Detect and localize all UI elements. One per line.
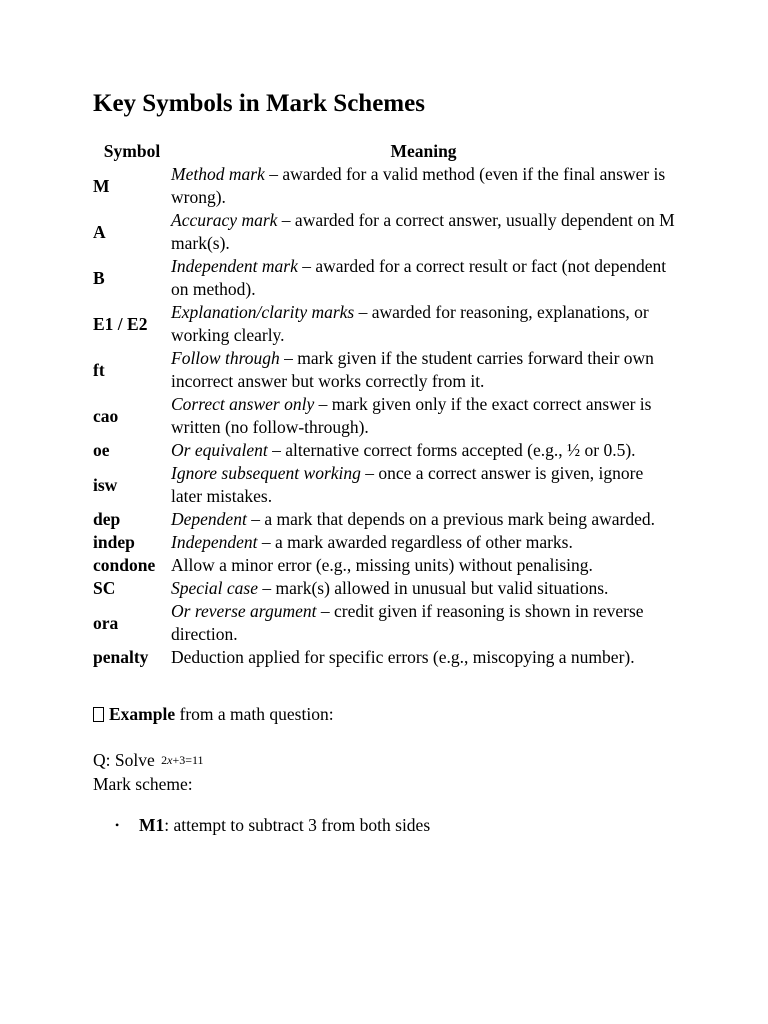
meaning-term: Or equivalent (171, 440, 268, 460)
bullet-icon: • (115, 818, 120, 832)
symbols-table (93, 138, 676, 669)
symbol-cell: penalty (93, 647, 149, 667)
meaning-desc: – a mark awarded regardless of other marks. (257, 532, 573, 552)
meaning-desc: – alternative correct forms accepted (e.g., ½ or 0.5). (267, 440, 636, 460)
table-row (93, 554, 676, 577)
equation (161, 753, 203, 767)
meaning-desc: Deduction applied for specific errors (e.g., miscopying a number). (171, 647, 635, 667)
table-row (93, 393, 676, 439)
meaning-term: Or reverse argument (171, 601, 317, 621)
symbol-cell: ora (93, 612, 119, 633)
symbol-cell: indep (93, 532, 135, 552)
meaning-term: Accuracy mark (171, 210, 278, 230)
table-row (93, 347, 676, 393)
symbol-cell: dep (93, 509, 121, 529)
meaning-cell (171, 531, 676, 554)
equation-coef: 2 (161, 753, 168, 767)
symbol-cell: cao (93, 405, 119, 426)
meaning-desc: – once a correct answer is given, ignore later mistakes. (171, 463, 644, 506)
meaning-cell (171, 646, 676, 669)
meaning-term: Method mark (171, 164, 265, 184)
page-title: Key Symbols in Mark Schemes (93, 90, 425, 117)
table-row (93, 646, 676, 669)
equation-var: x (167, 753, 173, 767)
example-label: Example (109, 704, 176, 724)
symbol-cell: isw (93, 474, 118, 495)
symbol-cell: SC (93, 578, 116, 598)
scheme-item-text: : attempt to subtract 3 from both sides (164, 815, 431, 835)
table-row (93, 508, 676, 531)
meaning-term: Ignore subsequent working (171, 463, 361, 483)
equation-rest: +3=11 (172, 753, 204, 767)
meaning-desc: – a mark that depends on a previous mark being awarded. (246, 509, 656, 529)
table-row (93, 462, 676, 508)
mark-scheme-label: Mark scheme: (93, 774, 193, 794)
table-row (93, 531, 676, 554)
meaning-desc: – mark given if the student carries forward their own incorrect answer but works correctly from it. (171, 348, 654, 391)
meaning-cell (171, 554, 676, 577)
table-header-row (93, 138, 676, 163)
symbol-cell: M (93, 175, 110, 196)
table-row (93, 301, 676, 347)
meaning-term: Explanation/clarity marks (171, 302, 355, 322)
symbol-cell: oe (93, 440, 110, 460)
meaning-desc: Allow a minor error (e.g., missing units) without penalising. (171, 555, 593, 575)
meaning-term: Follow through (171, 348, 280, 368)
symbol-cell: A (93, 221, 106, 242)
document-page (93, 88, 683, 837)
meaning-desc: – credit given if reasoning is shown in reverse direction. (171, 601, 644, 644)
meaning-cell (171, 301, 676, 347)
meaning-cell (171, 439, 676, 462)
table-row (93, 163, 676, 209)
table-row (93, 209, 676, 255)
checkbox-icon (93, 707, 104, 722)
question-line (93, 748, 683, 772)
table-row (93, 255, 676, 301)
meaning-desc: – awarded for a valid method (even if the final answer is wrong). (171, 164, 666, 207)
symbol-cell: condone (93, 555, 156, 575)
list-item (115, 814, 683, 837)
header-symbol: Symbol (103, 141, 161, 161)
symbol-cell: ft (93, 359, 105, 380)
meaning-term: Correct answer only (171, 394, 315, 414)
meaning-desc: – mark given only if the exact correct answer is written (no follow-through). (171, 394, 652, 437)
scheme-item-label: M1 (139, 815, 165, 835)
table-row (93, 577, 676, 600)
meaning-cell (171, 508, 676, 531)
symbol-cell: B (93, 267, 105, 288)
table-row (93, 600, 676, 646)
example-rest: from a math question: (175, 704, 334, 724)
question-prefix: Q: Solve (93, 750, 160, 770)
meaning-desc: – awarded for a correct answer, usually dependent on M mark(s). (171, 210, 675, 253)
meaning-cell (171, 577, 676, 600)
question-block (93, 748, 683, 796)
meaning-cell (171, 600, 676, 646)
meaning-cell (171, 255, 676, 301)
header-meaning: Meaning (390, 141, 457, 161)
meaning-term: Dependent (171, 509, 247, 529)
meaning-term: Independent mark (171, 256, 298, 276)
meaning-cell (171, 347, 676, 393)
table-body (93, 163, 676, 669)
meaning-desc: – awarded for reasoning, explanations, or working clearly. (171, 302, 649, 345)
meaning-term: Special case (171, 578, 258, 598)
meaning-cell (171, 393, 676, 439)
symbol-cell: E1 / E2 (93, 313, 148, 334)
meaning-cell (171, 209, 676, 255)
meaning-cell (171, 163, 676, 209)
meaning-term: Independent (171, 532, 258, 552)
example-heading (93, 703, 683, 726)
table-row (93, 439, 676, 462)
mark-scheme-list (93, 814, 683, 837)
meaning-desc: – awarded for a correct result or fact (not dependent on method). (171, 256, 667, 299)
meaning-cell (171, 462, 676, 508)
meaning-desc: – mark(s) allowed in unusual but valid situations. (257, 578, 609, 598)
